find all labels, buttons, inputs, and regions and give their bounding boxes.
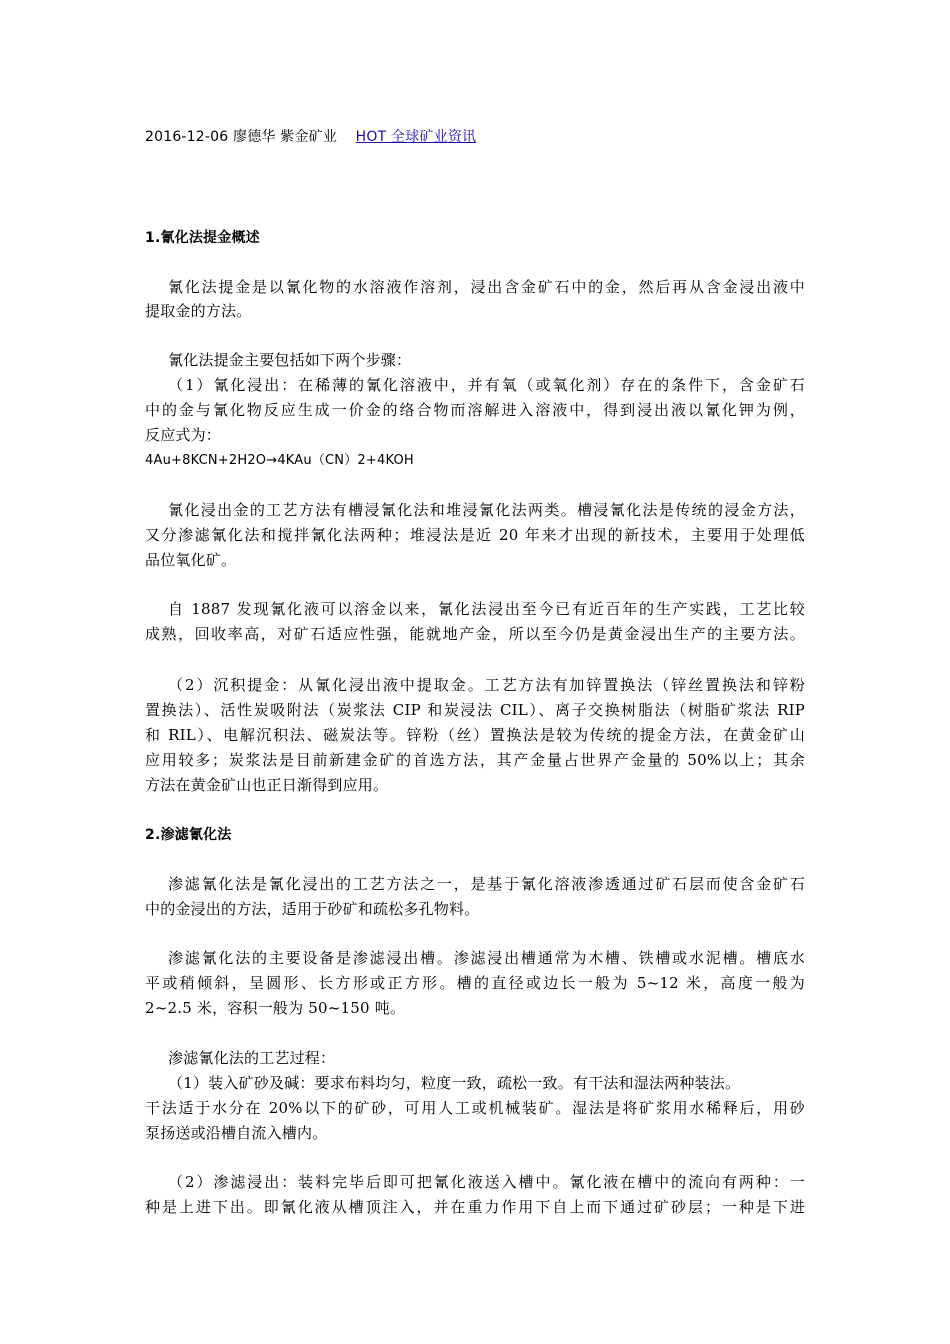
paragraph-line: 置换法）、活性炭吸附法（炭浆法 CIP 和炭浸法 CIL）、离子交换树脂法（树脂矿浆法 RIP <box>145 701 805 719</box>
paragraph-line: （1）装入矿砂及碱：要求布料均匀，粒度一致，疏松一致。有干法和湿法两种装法。 <box>168 1074 741 1092</box>
paragraph-line: 品位氧化矿。 <box>145 551 237 569</box>
paragraph-line: 方法在黄金矿山也正日渐得到应用。 <box>145 776 389 794</box>
paragraph-line: 种是上进下出。即氰化液从槽顶注入，并在重力作用下自上而下通过矿砂层；一种是下进 <box>145 1198 805 1216</box>
paragraph-line: 应用较多；炭浆法是目前新建金矿的首选方法，其产金量占世界产金量的 50%以上；其余 <box>145 751 805 769</box>
paragraph-line: 渗滤氰化法的工艺过程： <box>168 1049 336 1067</box>
paragraph-line: 泵扬送或沿槽自流入槽内。 <box>145 1124 328 1142</box>
source-link[interactable]: HOT 全球矿业资讯 <box>355 129 477 145</box>
article-meta <box>145 126 476 148</box>
paragraph-line: （2）沉积提金：从氰化浸出液中提取金。工艺方法有加锌置换法（锌丝置换法和锌粉 <box>168 676 805 694</box>
paragraph-line: 自 1887 发现氰化液可以溶金以来，氰化法浸出至今已有近百年的生产实践，工艺比较 <box>168 600 805 618</box>
paragraph-line: 渗滤氰化法的主要设备是渗滤浸出槽。渗滤浸出槽通常为木槽、铁槽或水泥槽。槽底水 <box>168 949 805 967</box>
paragraph-line: （1）氰化浸出：在稀薄的氰化溶液中，并有氧（或氧化剂）存在的条件下，含金矿石 <box>168 376 805 394</box>
paragraph-line: 又分渗滤氰化法和搅拌氰化法两种；堆浸法是近 20 年来才出现的新技术，主要用于处理低 <box>145 526 805 544</box>
paragraph-line: 平或稍倾斜，呈圆形、长方形或正方形。槽的直径或边长一般为 5~12 米，高度一般为 <box>145 974 805 992</box>
paragraph-line: 反应式为： <box>145 426 222 444</box>
paragraph-line: 氰化浸出金的工艺方法有槽浸氰化法和堆浸氰化法两类。槽浸氰化法是传统的浸金方法， <box>168 501 805 519</box>
section-heading-1: 1.氰化法提金概述 <box>145 230 260 246</box>
paragraph-line: 和 RIL）、电解沉积法、磁炭法等。锌粉（丝）置换法是较为传统的提金方法，在黄金矿山 <box>145 726 805 744</box>
section-heading-2: 2.渗滤氰化法 <box>145 827 232 843</box>
reaction-formula: 4Au+8KCN+2H2O→4KAu（CN）2+4KOH <box>145 453 414 468</box>
paragraph-line: 干法适于水分在 20%以下的矿砂，可用人工或机械装矿。湿法是将矿浆用水稀释后，用砂 <box>145 1099 805 1117</box>
paragraph-line: 氰化法提金是以氰化物的水溶液作溶剂，浸出含金矿石中的金，然后再从含金浸出液中 <box>168 278 805 296</box>
paragraph-line: 成熟，回收率高，对矿石适应性强，能就地产金，所以至今仍是黄金浸出生产的主要方法。 <box>145 625 805 643</box>
paragraph-line: （2）渗滤浸出：装料完毕后即可把氰化液送入槽中。氰化液在槽中的流向有两种：一 <box>168 1173 805 1191</box>
paragraph-line: 2~2.5 米，容积一般为 50~150 吨。 <box>145 999 406 1017</box>
date-author: 2016-12-06 廖德华 紫金矿业 <box>145 129 338 145</box>
paragraph-line: 提取金的方法。 <box>145 302 252 320</box>
paragraph-line: 氰化法提金主要包括如下两个步骤： <box>168 351 412 369</box>
paragraph-line: 中的金与氰化物反应生成一价金的络合物而溶解进入溶液中，得到浸出液以氰化钾为例， <box>145 401 805 419</box>
paragraph-line: 渗滤氰化法是氰化浸出的工艺方法之一，是基于氰化溶液渗透通过矿石层而使含金矿石 <box>168 875 805 893</box>
paragraph-line: 中的金浸出的方法，适用于砂矿和疏松多孔物料。 <box>145 900 480 918</box>
